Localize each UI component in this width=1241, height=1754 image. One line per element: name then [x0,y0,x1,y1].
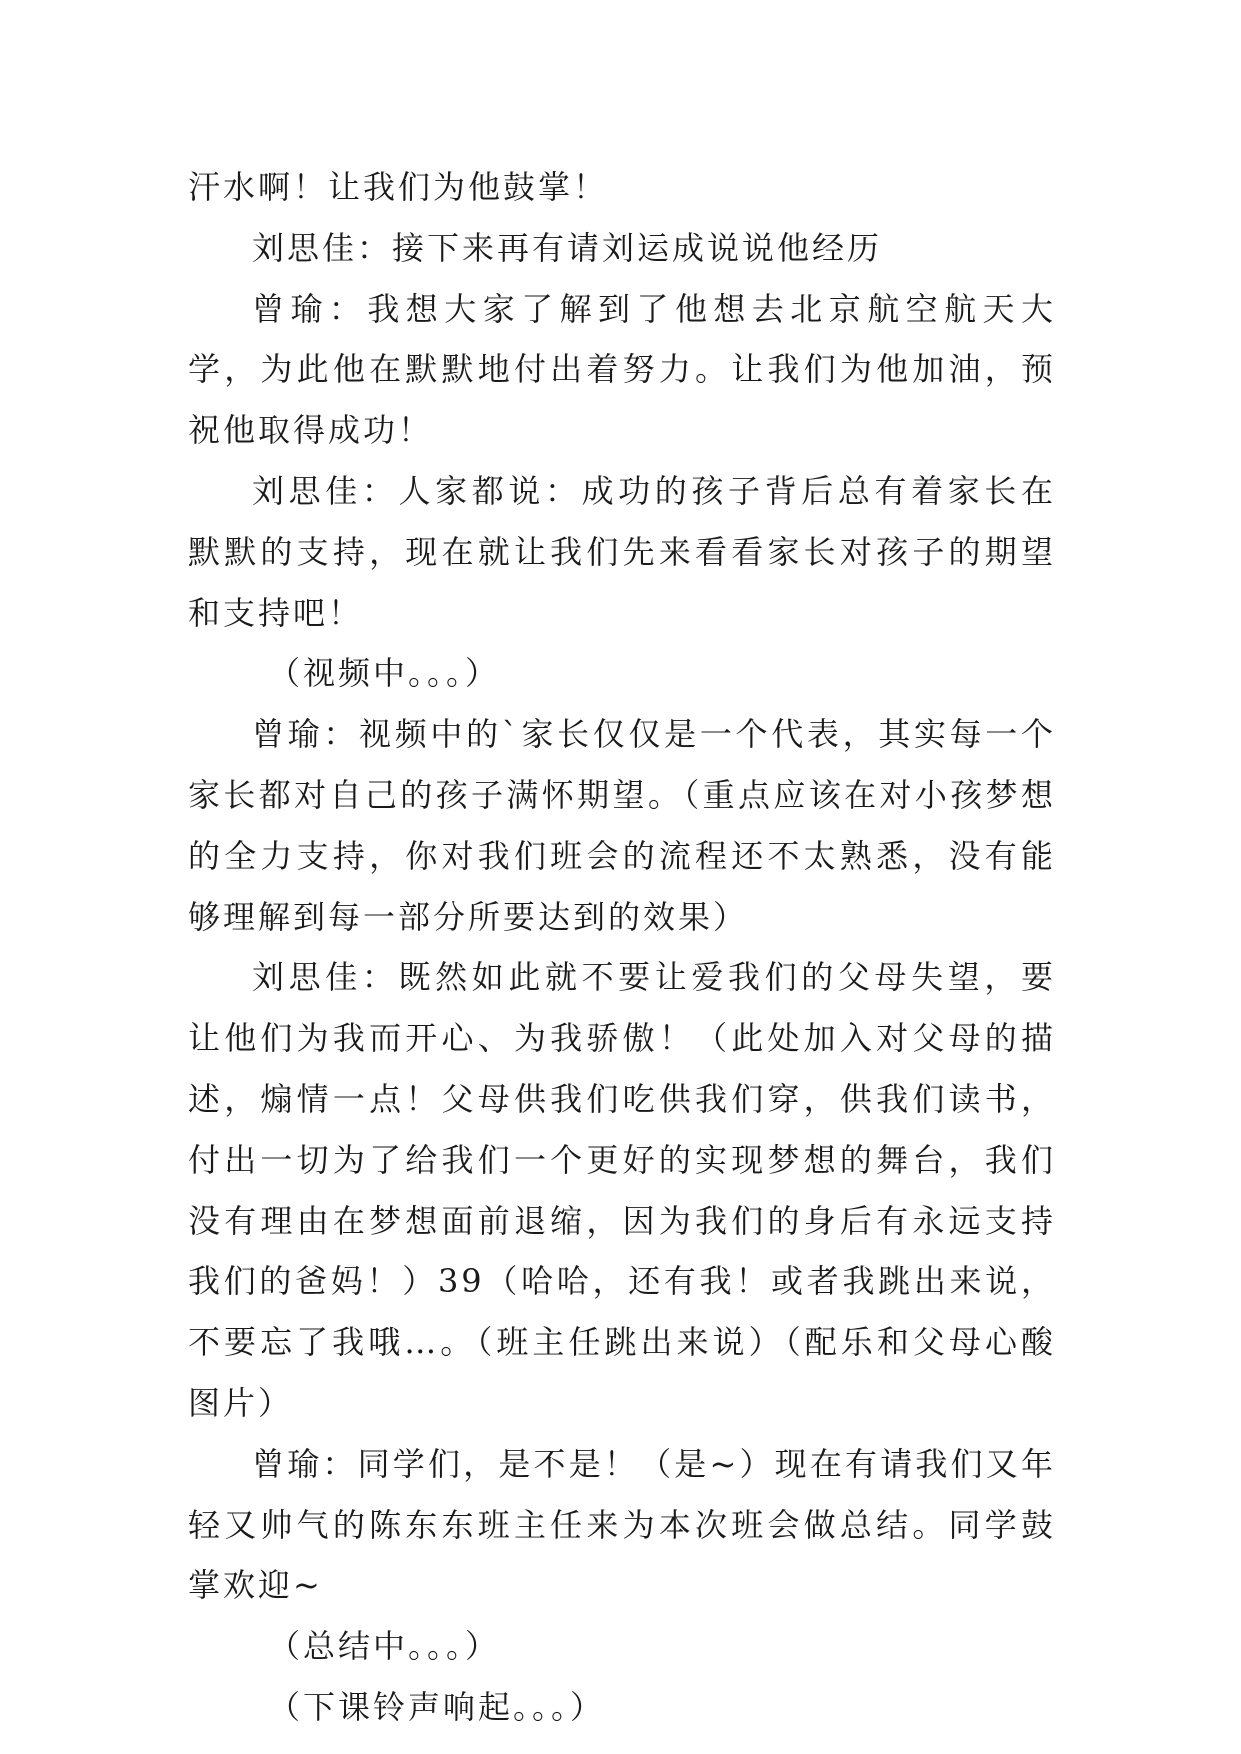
paragraph-stage-direction: （下课铃声响起。。。） [268,1687,606,1726]
paragraph-dialogue: 曾瑜：视频中的`家长仅仅是一个代表，其实每一个家长都对自己的孩子满怀期望。（重点应该在对小孩梦想的全力支持，你对我们班会的流程还不太熟悉，没有能够理解到每一部分所要达到的效果） [188,715,1056,936]
paragraph-dialogue: 刘思佳：既然如此就不要让爱我们的父母失望，要让他们为我而开心、为我骄傲！（此处加入对父母的描述，煽情一点！父母供我们吃供我们穿，供我们读书，付出一切为了给我们一个更好的实现梦想的舞台，我们没有理由在梦想面前退缩，因为我们的身后有永远支持我们的爸妈！）39（哈哈，还有我！或者我跳出来说，不要忘了我哦…。（班主任跳出来说）（配乐和父母心酸图片） [188,958,1056,1422]
paragraph-dialogue: 曾瑜：同学们，是不是！（是~）现在有请我们又年轻又帅气的陈东东班主任来为本次班会做总结。同学鼓掌欢迎~ [188,1444,1056,1605]
paragraph-dialogue: 曾瑜：我想大家了解到了他想去北京航空航天大学，为此他在默默地付出着努力。让我们为他加油，预祝他取得成功！ [188,289,1056,450]
paragraph-dialogue: 刘思佳：人家都说：成功的孩子背后总有着家长在默默的支持，现在就让我们先来看看家长对孩子的期望和支持吧！ [188,471,1056,632]
paragraph-continuation: 汗水啊！让我们为他鼓掌！ [188,168,609,206]
paragraph-dialogue: 刘思佳：接下来再有请刘运成说说他经历 [252,228,883,267]
paragraph-stage-direction: （总结中。。。） [268,1627,501,1666]
document-body [188,157,1056,1738]
paragraph-stage-direction: （视频中。。。） [268,654,501,693]
